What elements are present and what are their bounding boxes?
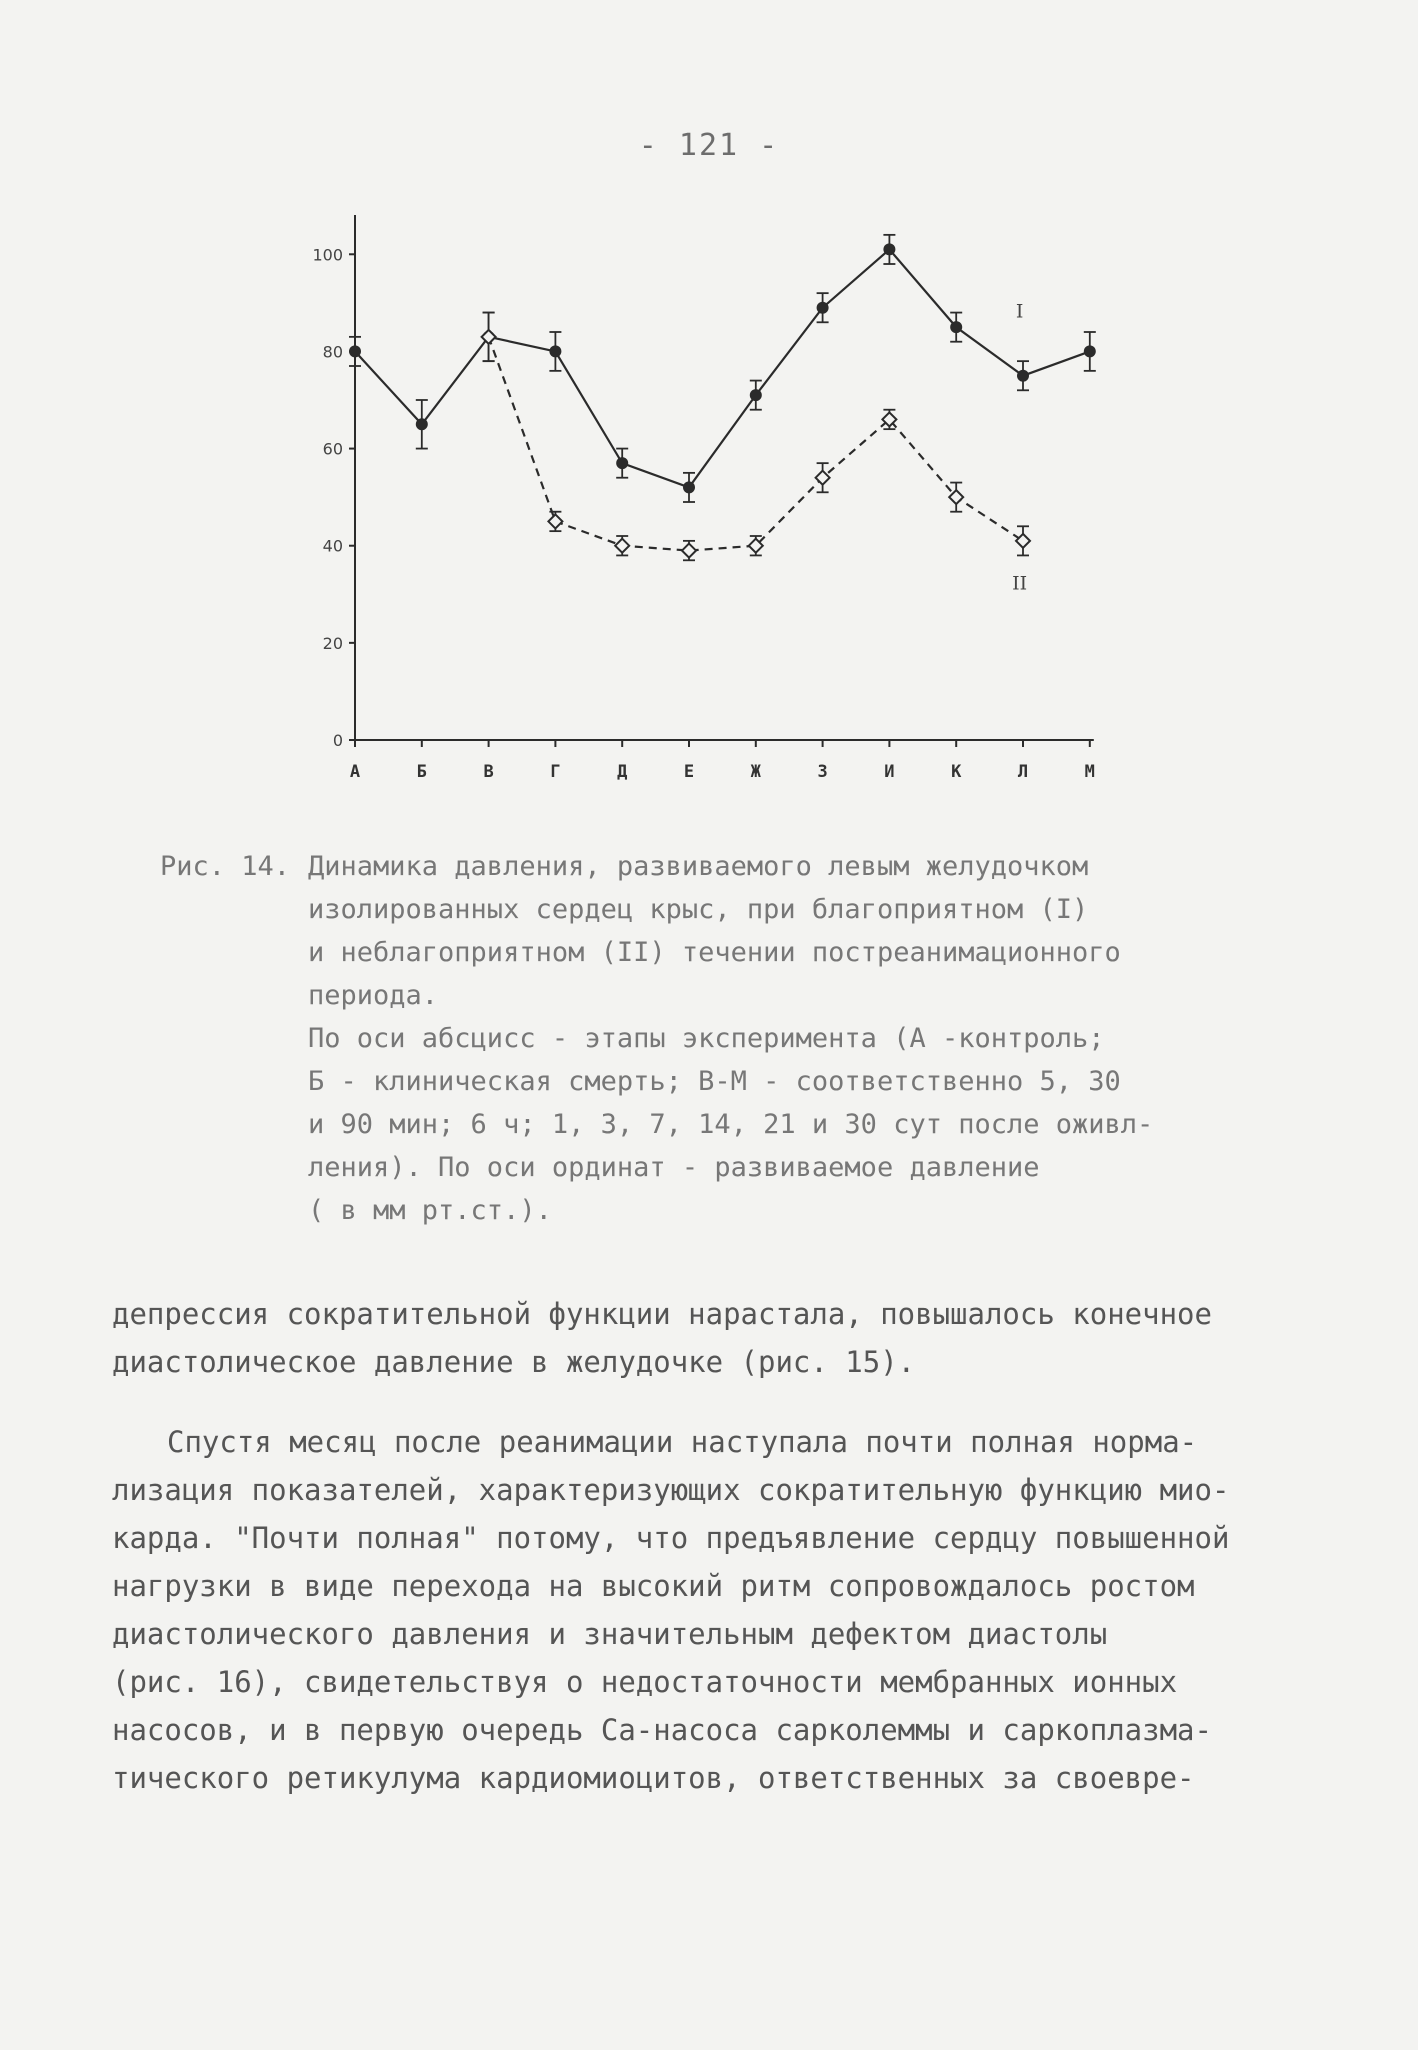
series-label: II <box>1012 572 1028 595</box>
data-point <box>883 243 895 255</box>
caption-line: ( в мм рт.ст.). <box>308 1195 552 1226</box>
x-tick-label: М <box>1084 762 1095 782</box>
data-point <box>816 471 830 485</box>
data-point <box>683 481 695 493</box>
figure-label: Рис. 14. <box>160 851 291 882</box>
x-tick-label: З <box>817 762 828 782</box>
x-tick-label: Л <box>1017 762 1029 782</box>
x-tick-label: Д <box>617 762 628 782</box>
body-line: диастолическое давление в желудочке (рис. 15). <box>112 1345 916 1379</box>
data-point <box>949 490 963 504</box>
data-point <box>615 539 629 553</box>
caption-line: ления). По оси ординат - развиваемое давление <box>308 1152 1040 1183</box>
body-line: (рис. 16), свидетельствуя о недостаточности мембранных ионных <box>112 1665 1178 1699</box>
body-line: карда. "Почти полная" потому, что предъявление сердцу повышенной <box>112 1521 1230 1555</box>
y-tick-label: 0 <box>332 731 343 750</box>
caption-line: и 90 мин; 6 ч; 1, 3, 7, 14, 21 и 30 сут после оживл- <box>308 1109 1154 1140</box>
body-line: Спустя месяц после реанимации наступала почти полная норма- <box>167 1425 1198 1459</box>
data-point <box>1017 370 1029 382</box>
chart-series <box>349 235 1096 560</box>
pressure-dynamics-chart <box>290 215 1150 795</box>
data-point <box>817 302 829 314</box>
body-line: тического ретикулума кардиомиоцитов, ответственных за своевре- <box>112 1761 1195 1795</box>
caption-line: Б - клиническая смерть; В-М - соответственно 5, 30 <box>308 1066 1121 1097</box>
body-line: лизация показателей, характеризующих сократительную функцию мио- <box>112 1473 1230 1507</box>
data-point <box>549 345 561 357</box>
series-label: I <box>1015 300 1024 323</box>
body-text <box>112 1290 1232 1802</box>
data-point <box>616 457 628 469</box>
caption-body <box>308 845 1248 1232</box>
chart-ticks <box>312 245 1094 782</box>
y-tick-label: 80 <box>322 342 343 362</box>
body-line: нагрузки в виде перехода на высокий ритм сопровождалось ростом <box>112 1569 1195 1603</box>
body-line: насосов, и в первую очередь Са-насоса сарколеммы и саркоплазма- <box>112 1713 1212 1747</box>
series-line <box>489 337 1023 551</box>
caption-line: По оси абсцисс - этапы эксперимента (А -контроль; <box>308 1023 1105 1054</box>
data-point <box>750 389 762 401</box>
caption-line: изолированных сердец крыс, при благоприятном (I) <box>308 894 1089 925</box>
body-line: депрессия сократительной функции нарастала, повышалось конечное <box>112 1297 1212 1331</box>
data-point <box>950 321 962 333</box>
data-point <box>1016 534 1030 548</box>
body-line: диастолического давления и значительным дефектом диастолы <box>112 1617 1108 1651</box>
data-point <box>682 544 696 558</box>
x-tick-label: И <box>884 762 895 782</box>
x-tick-label: Б <box>416 762 427 782</box>
caption-line: и неблагоприятном (II) течении постреанимационного <box>308 937 1121 968</box>
y-tick-label: 100 <box>312 245 343 265</box>
series-line <box>355 249 1090 487</box>
data-point <box>349 345 361 357</box>
x-tick-label: В <box>483 762 494 782</box>
chart-series-labels <box>1012 300 1027 594</box>
chart-axes <box>355 215 1094 740</box>
x-tick-label: К <box>951 762 962 782</box>
caption-line: Динамика давления, развиваемого левым желудочком <box>308 851 1089 882</box>
data-point <box>416 418 428 430</box>
x-tick-label: Е <box>683 762 695 782</box>
page-number: - 121 - <box>638 128 780 163</box>
y-tick-label: 20 <box>322 633 343 653</box>
caption-line: периода. <box>308 980 439 1011</box>
y-tick-label: 60 <box>322 439 343 459</box>
data-point <box>548 514 562 528</box>
x-tick-label: Г <box>550 762 561 782</box>
y-tick-label: 40 <box>322 536 343 556</box>
x-tick-label: Ж <box>750 762 761 782</box>
data-point <box>1084 345 1096 357</box>
figure-caption <box>160 845 1260 1232</box>
x-tick-label: А <box>349 762 361 782</box>
